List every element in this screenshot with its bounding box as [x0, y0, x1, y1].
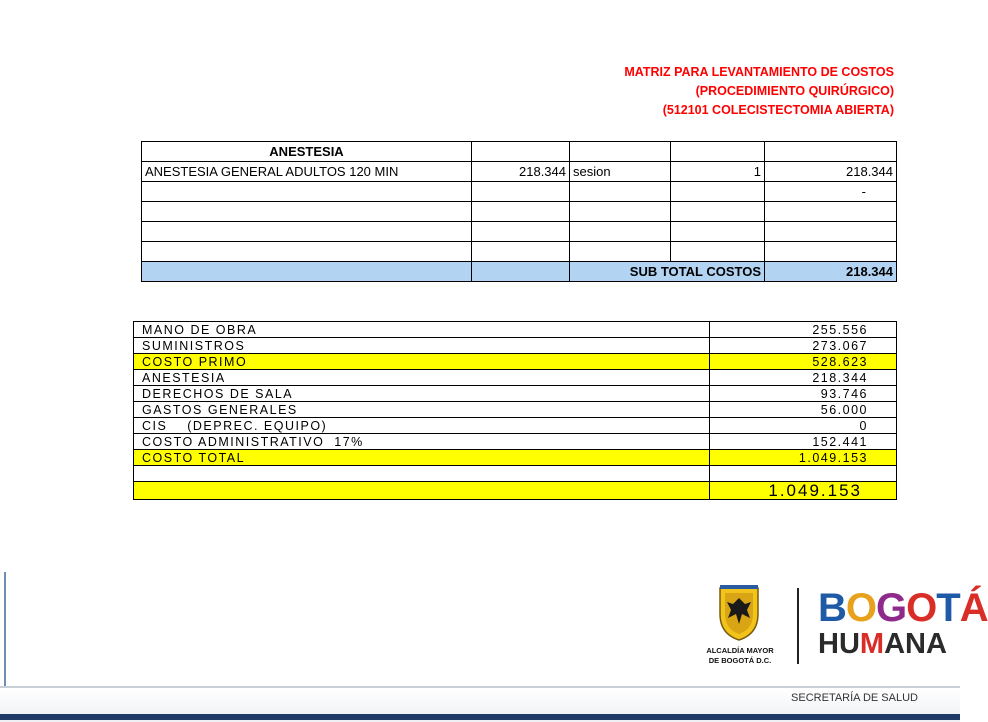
- table-row: [134, 402, 897, 418]
- row-total: -: [765, 182, 897, 202]
- seal-caption-line-1: ALCALDÍA MAYOR: [706, 646, 774, 655]
- summary-value: 528.623: [710, 354, 897, 370]
- department-label: SECRETARÍA DE SALUD: [791, 692, 918, 704]
- row-description: ANESTESIA GENERAL ADULTOS 120 MIN: [142, 162, 472, 182]
- summary-value: 152.441: [710, 434, 897, 450]
- summary-label: DERECHOS DE SALA: [134, 386, 710, 402]
- document-title: [624, 63, 894, 120]
- summary-label: CIS (DEPREC. EQUIPO): [134, 418, 710, 434]
- table-row: [134, 418, 897, 434]
- row-unit-price: 218.344: [472, 162, 570, 182]
- cost-summary-table: [133, 321, 897, 500]
- seal-caption: [696, 646, 784, 666]
- summary-value: 1.049.153: [710, 450, 897, 466]
- summary-value: 255.556: [710, 322, 897, 338]
- subtotal-row: [142, 262, 897, 282]
- subtotal-value: 218.344: [765, 262, 897, 282]
- summary-label: COSTO ADMINISTRATIVO 17%: [134, 434, 710, 450]
- anestesia-header: ANESTESIA: [142, 142, 472, 162]
- subtotal-label: SUB TOTAL COSTOS: [570, 262, 765, 282]
- summary-value: 56.000: [710, 402, 897, 418]
- summary-label: COSTO PRIMO: [134, 354, 710, 370]
- table-row: [142, 202, 897, 222]
- row-quantity: 1: [671, 162, 765, 182]
- brand-logo-line-2: HUMANA: [818, 628, 947, 660]
- table-row: [142, 242, 897, 262]
- table-row: [142, 142, 897, 162]
- anestesia-table: [141, 141, 897, 282]
- summary-value: 218.344: [710, 370, 897, 386]
- seal-caption-line-2: DE BOGOTÁ D.C.: [708, 656, 772, 665]
- grand-total-value: 1.049.153: [710, 482, 897, 500]
- table-row: [134, 434, 897, 450]
- summary-label: ANESTESIA: [134, 370, 710, 386]
- summary-label: SUMINISTROS: [134, 338, 710, 354]
- summary-label: GASTOS GENERALES: [134, 402, 710, 418]
- table-row: [134, 386, 897, 402]
- row-total: 218.344: [765, 162, 897, 182]
- summary-label: MANO DE OBRA: [134, 322, 710, 338]
- table-row: [134, 338, 897, 354]
- table-row: [142, 222, 897, 242]
- title-line-2: (PROCEDIMIENTO QUIRÚRGICO): [695, 84, 894, 98]
- summary-value: 93.746: [710, 386, 897, 402]
- title-line-1: MATRIZ PARA LEVANTAMIENTO DE COSTOS: [624, 65, 894, 79]
- table-row: [142, 182, 897, 202]
- table-row: [134, 466, 897, 482]
- coat-of-arms-icon: [716, 584, 762, 642]
- grand-total-row: [134, 482, 897, 500]
- brand-logo-line-1: BOGOTÁ: [818, 586, 988, 630]
- table-row: [134, 354, 897, 370]
- row-unit: sesion: [570, 162, 671, 182]
- left-accent-line: [4, 572, 6, 690]
- footer-bar: [0, 714, 960, 720]
- summary-label: COSTO TOTAL: [134, 450, 710, 466]
- table-row: [134, 322, 897, 338]
- logo-divider: [797, 588, 799, 664]
- table-row: [134, 370, 897, 386]
- table-row: [134, 450, 897, 466]
- summary-value: 273.067: [710, 338, 897, 354]
- title-line-3: (512101 COLECISTECTOMIA ABIERTA): [662, 103, 894, 117]
- table-row: [142, 162, 897, 182]
- summary-value: 0: [710, 418, 897, 434]
